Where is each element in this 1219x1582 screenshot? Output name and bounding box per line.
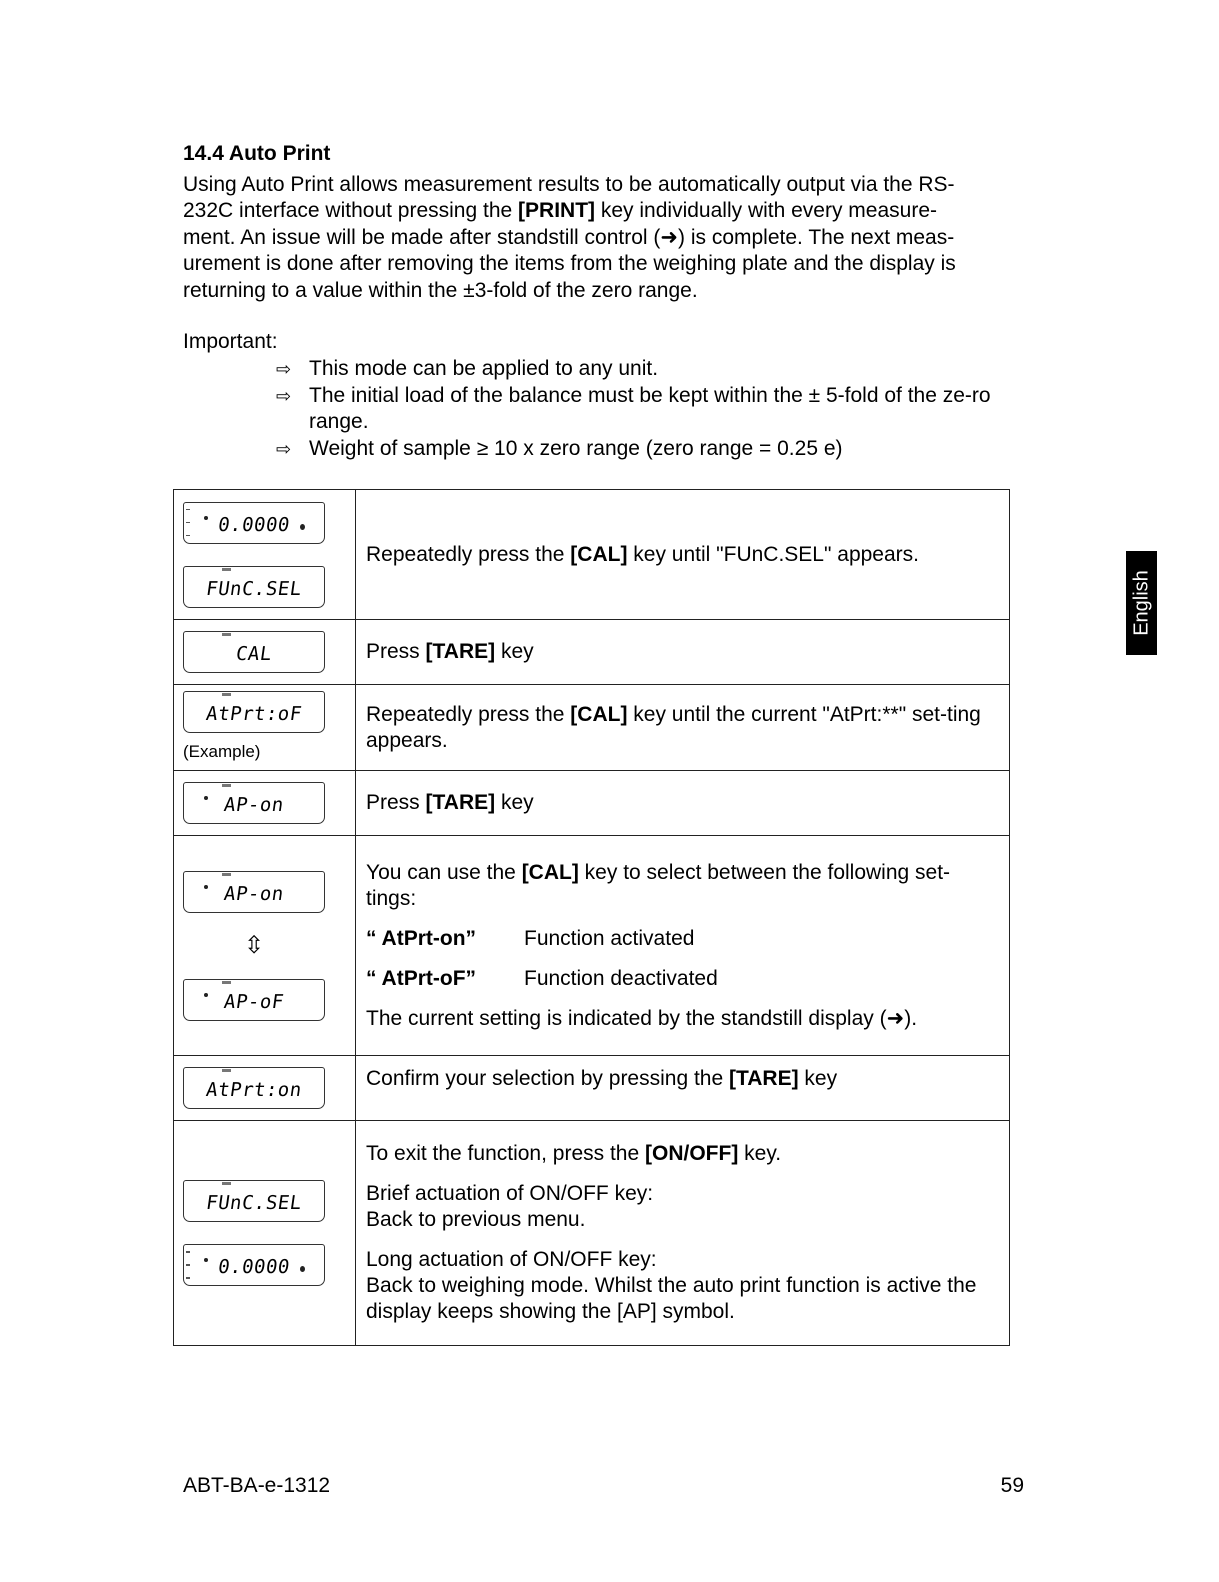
display-cell (174, 1056, 356, 1121)
print-key: [PRINT] (518, 199, 596, 223)
important-label: Important: (183, 330, 278, 353)
lcd-display: AP-on (183, 871, 325, 913)
language-tab (1126, 551, 1157, 655)
setting-option: “ AtPrt-oF” Function deactivated (366, 966, 718, 990)
language-label: English (1130, 570, 1152, 636)
important-list (276, 356, 1021, 463)
list-item: ⇨ The initial load of the balance must be kept within the ± 5-fold of the ze-ro range. (276, 384, 991, 433)
display-cell (174, 836, 356, 1056)
standstill-arrow-icon: ➜ (660, 225, 678, 249)
table-row (174, 771, 1010, 836)
page-number: 59 (1000, 1474, 1024, 1497)
table-row (174, 1121, 1010, 1346)
example-caption: (Example) (183, 741, 261, 761)
lcd-display: AtPrt:oF (183, 691, 325, 733)
lcd-display: CAL (183, 631, 325, 673)
intro-paragraph: Using Auto Print allows measurement results to be automatically output via the RS- 232C interface without pressing the [PRINT] key individually with every measure- ment. An issue will be made after standstill control (➜) is complete. The next meas- urement is done after removing the items from the weighing plate and the display is returning to a value within the ±3-fold of the zero range. (183, 173, 956, 302)
instruction-cell: Repeatedly press the [CAL] key until the current "AtPrt:**" set-ting appears. (356, 685, 1010, 771)
lcd-display: FUnC.SEL (183, 566, 325, 608)
lcd-display: AtPrt:on (183, 1067, 325, 1109)
lcd-display: 0.0000 (183, 1244, 325, 1286)
display-cell (174, 771, 356, 836)
lcd-display: AP-oF (183, 979, 325, 1021)
standstill-arrow-icon: ➜ (886, 1006, 905, 1030)
document-id: ABT-BA-e-1312 (183, 1474, 331, 1497)
instruction-cell: To exit the function, press the [ON/OFF] key. Brief actuation of ON/OFF key: Back to previous menu. Long actuation of ON/OFF key: Back to weighing mode. Whilst the auto print function is active the display keeps showing the [AP] symbol. (356, 1121, 1010, 1346)
setting-option: “ AtPrt-on” Function activated (366, 926, 695, 950)
lcd-display: FUnC.SEL (183, 1180, 325, 1222)
bullet-arrow-icon: ⇨ (276, 386, 292, 406)
instruction-cell: You can use the [CAL] key to select between the following set-tings: “ AtPrt-on” Function activated “ AtPrt-oF” Function deactivated The current setting is indicated by the standstill display (➜). (356, 836, 1010, 1056)
section-heading: 14.4 Auto Print (183, 142, 331, 165)
table-row (174, 1056, 1010, 1121)
updown-arrow-icon: ⇳ (243, 931, 265, 959)
bullet-arrow-icon: ⇨ (276, 359, 292, 379)
display-cell (174, 620, 356, 685)
instruction-cell: Confirm your selection by pressing the [TARE] key (356, 1056, 1010, 1121)
lcd-display: AP-on (183, 782, 325, 824)
procedure-table (173, 489, 1010, 1346)
display-cell (174, 1121, 356, 1346)
lcd-display: 0.0000 (183, 502, 325, 544)
list-item: ⇨ This mode can be applied to any unit. (276, 357, 659, 380)
bullet-arrow-icon: ⇨ (276, 439, 292, 459)
table-row (174, 685, 1010, 771)
display-cell (174, 490, 356, 620)
list-item: ⇨ Weight of sample ≥ 10 x zero range (zero range = 0.25 e) (276, 437, 843, 460)
display-cell (174, 685, 356, 771)
table-row (174, 490, 1010, 620)
instruction-cell: Repeatedly press the [CAL] key until "FUnC.SEL" appears. (356, 490, 1010, 620)
table-row (174, 620, 1010, 685)
instruction-cell: Press [TARE] key (356, 771, 1010, 836)
table-row (174, 836, 1010, 1056)
instruction-cell: Press [TARE] key (356, 620, 1010, 685)
